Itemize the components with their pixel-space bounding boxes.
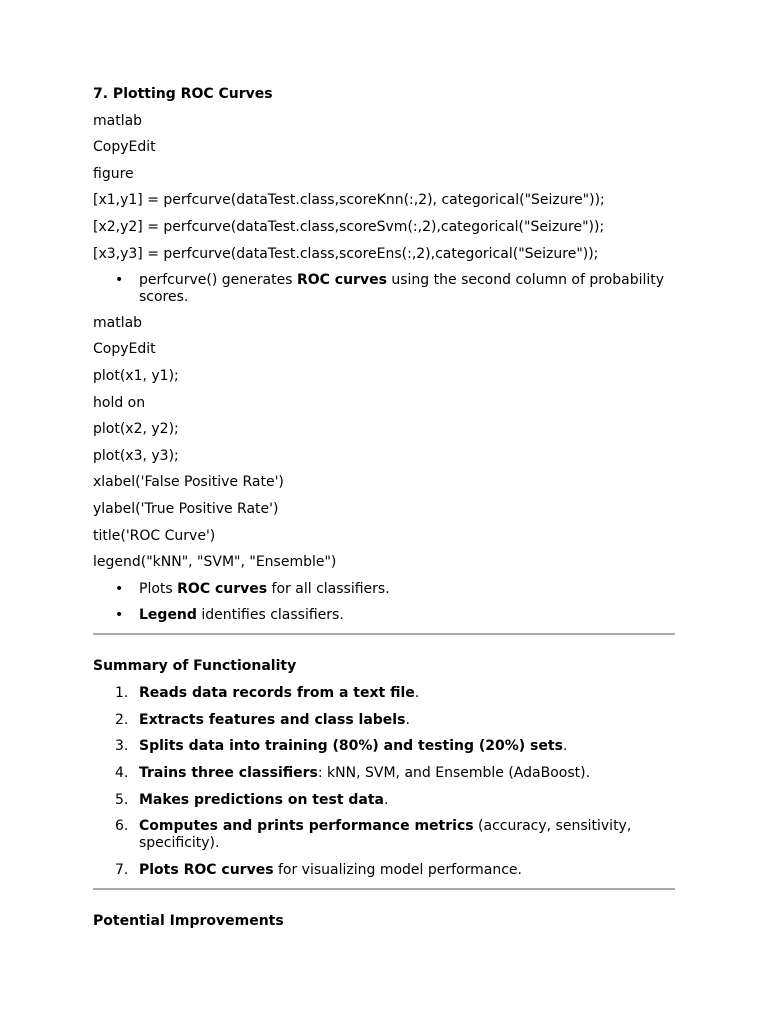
code-line: plot(x2, y2);	[93, 421, 179, 438]
copy-edit-label[interactable]: CopyEdit	[93, 341, 156, 358]
list-item: 5. Makes predictions on test data.	[115, 791, 389, 808]
list-number: 5.	[115, 791, 129, 808]
code-line: hold on	[93, 394, 146, 411]
list-item: • Plots ROC curves for all classifiers.	[115, 580, 390, 597]
document-page	[93, 86, 675, 940]
code-line: [x1,y1] = perfcurve(dataTest.class,scoreKnn(:,2), categorical("Seizure"));	[93, 192, 605, 209]
code-lang-label: matlab	[93, 314, 143, 331]
list-item: 6. Computes and prints performance metrics (accuracy, sensitivity, specificity).	[115, 818, 632, 851]
horizontal-divider	[93, 633, 675, 635]
bullet-list	[93, 581, 675, 624]
bullet-icon: •	[115, 606, 124, 623]
list-item: • perfcurve() generates ROC curves using the second column of probability scores.	[115, 272, 665, 305]
copy-edit-label[interactable]: CopyEdit	[93, 139, 156, 156]
list-number: 4.	[115, 764, 129, 781]
section-heading-improvements: Potential Improvements	[93, 913, 284, 929]
list-number: 3.	[115, 738, 129, 755]
list-item: 1. Reads data records from a text file.	[115, 684, 420, 701]
section-heading-plotting-roc: 7. Plotting ROC Curves	[93, 86, 273, 102]
list-item: 3. Splits data into training (80%) and testing (20%) sets.	[115, 738, 568, 755]
code-line: figure	[93, 165, 134, 182]
bullet-icon: •	[115, 272, 124, 289]
list-number: 1.	[115, 684, 129, 701]
code-line: plot(x3, y3);	[93, 447, 179, 464]
code-line: ylabel('True Positive Rate')	[93, 500, 279, 517]
section-heading-summary: Summary of Functionality	[93, 658, 297, 675]
horizontal-divider	[93, 888, 675, 890]
bullet-list	[93, 272, 675, 305]
code-lang-label: matlab	[93, 112, 143, 129]
list-number: 7.	[115, 861, 129, 878]
list-number: 2.	[115, 711, 129, 728]
code-line: [x3,y3] = perfcurve(dataTest.class,scoreEns(:,2),categorical("Seizure"));	[93, 245, 599, 262]
list-item: 7. Plots ROC curves for visualizing model performance.	[115, 861, 522, 878]
code-line: xlabel('False Positive Rate')	[93, 474, 284, 491]
bullet-icon: •	[115, 580, 124, 597]
list-item: • Legend identifies classifiers.	[115, 606, 344, 623]
list-number: 6.	[115, 818, 129, 835]
list-item: 2. Extracts features and class labels.	[115, 711, 410, 728]
code-line: title('ROC Curve')	[93, 527, 216, 544]
code-line: plot(x1, y1);	[93, 367, 179, 384]
code-line: legend("kNN", "SVM", "Ensemble")	[93, 554, 337, 571]
code-line: [x2,y2] = perfcurve(dataTest.class,scoreSvm(:,2),categorical("Seizure"));	[93, 218, 605, 235]
numbered-list	[93, 685, 675, 878]
list-item: 4. Trains three classifiers: kNN, SVM, and Ensemble (AdaBoost).	[115, 764, 591, 781]
